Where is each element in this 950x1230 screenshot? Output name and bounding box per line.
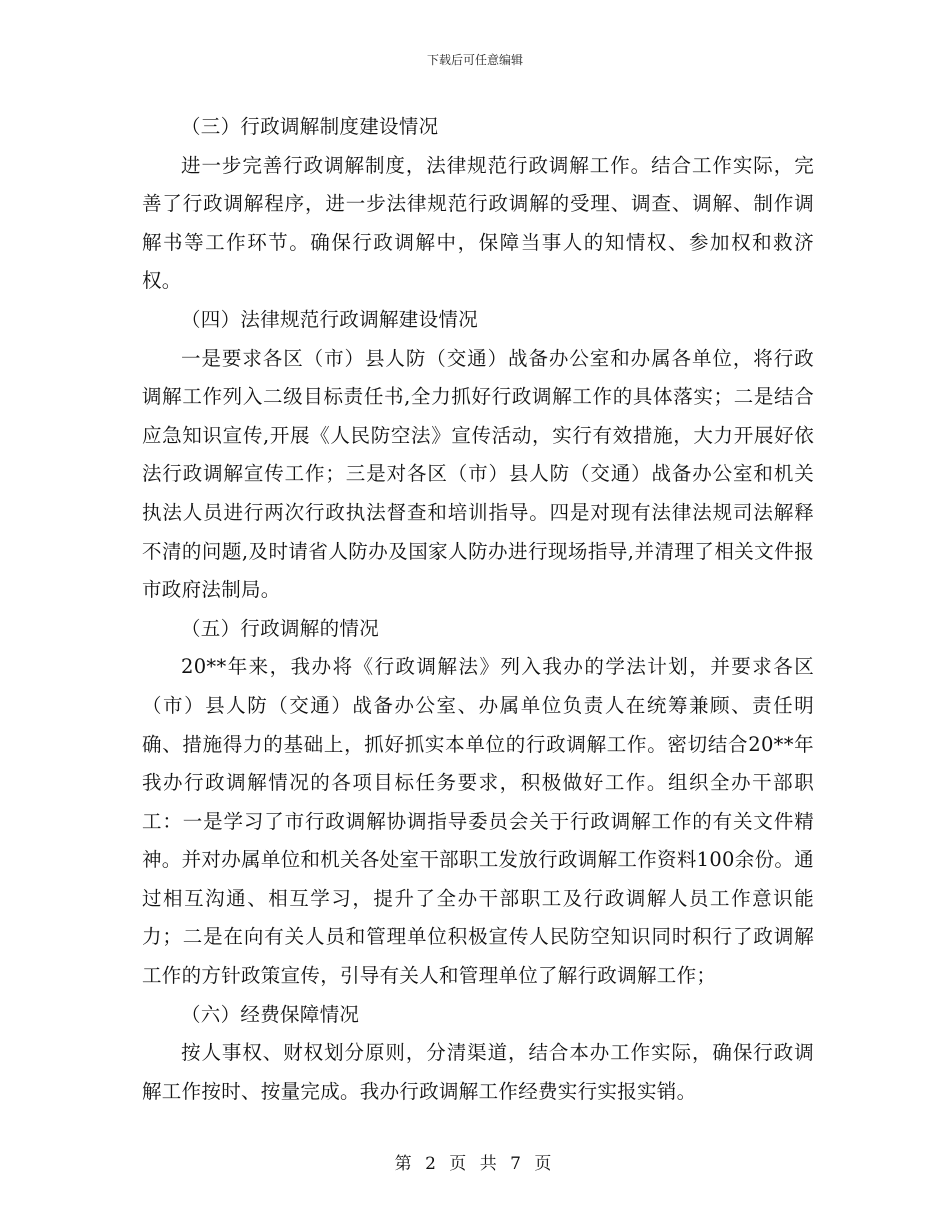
section-paragraph-5: 20**年来，我办将《行政调解法》列入我办的学法计划，并要求各区（市）县人防（交通）战备办公室、办属单位负责人在统筹兼顾、责任明确、措施得力的基础上，抓好抓实本单位的行政调解工作。密切结合20**年我办行政调解情况的各项目标任务要求，积极做好工作。组织全办干部职工：一是学习了市行政调解协调指导委员会关于行政调解工作的有关文件精神。并对办属单位和机关各处室干部职工发放行政调解工作资料100余份。通过相互沟通、相互学习，提升了全办干部职工及行政调解人员工作意识能力；二是在向有关人员和管理单位积极宣传人民防空知识同时积行了政调解工作的方针政策宣传，引导有关人和管理单位了解行政调解工作； <box>142 655 814 988</box>
document-body <box>142 108 814 1111</box>
page-number-footer: 第 2 页 共 7 页 <box>394 1154 556 1174</box>
section-heading-6: （六）经费保障情况 <box>181 1002 360 1026</box>
section-heading-3: （三）行政调解制度建设情况 <box>181 115 439 138</box>
section-heading-4: （四）法律规范行政调解建设情况 <box>181 307 479 331</box>
page-header: 下载后可任意编辑 <box>426 53 523 67</box>
section-heading-5: （五）行政调解的情况 <box>181 616 380 640</box>
section-paragraph-4: 一是要求各区（市）县人防（交通）战备办公室和办属各单位，将行政调解工作列入二级目标责任书,全力抓好行政调解工作的具体落实；二是结合应急知识宣传,开展《人民防空法》宣传活动，实行有效措施，大力开展好依法行政调解宣传工作；三是对各区（市）县人防（交通）战备办公室和机关执法人员进行两次行政执法督查和培训指导。四是对现有法律法规司法解释不清的问题,及时请省人防办及国家人防办进行现场指导,并清理了相关文件报市政府法制局。 <box>142 346 814 602</box>
section-paragraph-3: 进一步完善行政调解制度，法律规范行政调解工作。结合工作实际，完善了行政调解程序，进一步法律规范行政调解的受理、调查、调解、制作调解书等工作环节。确保行政调解中，保障当事人的知情权、参加权和救济权。 <box>142 153 814 293</box>
section-paragraph-6: 按人事权、财权划分原则，分清渠道，结合本办工作实际，确保行政调解工作按时、按量完成。我办行政调解工作经费实行实报实销。 <box>142 1041 814 1103</box>
